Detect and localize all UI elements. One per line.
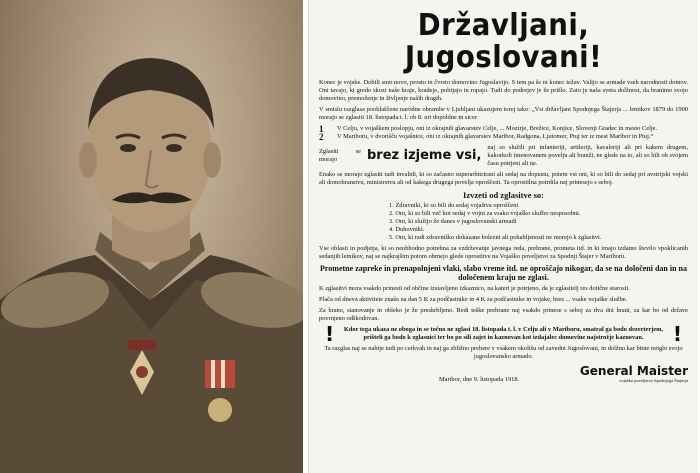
poster-title: Državljani, Jugoslovani! <box>404 8 603 75</box>
proclamation-poster <box>308 0 698 473</box>
exempt-item: 2. Oni, ki so bili več kot sedaj v vojni za vsako vojaško službo nesposobni. <box>389 210 581 217</box>
exempt-item: 4. Duhovniki. <box>389 226 425 233</box>
desertion-notice <box>319 322 688 346</box>
closing-paragraph: Ta razglas naj se nabije tudi po cerkvah in naj ga zbližno prebere v vsakem okolišu od zavedni Jugoslovani, in dolžno kar bitne moglo svojo jugoslovansko armado. <box>324 345 683 360</box>
exempt-heading: Izvzeti od zglasitve so: <box>463 190 544 200</box>
intro-paragraph: Konec je vojske. Dobili smo novo, prosto in čvrsto domovino Jugoslavijo. S tem pa še ni konec težav. Valijo se armade vseh narodnosti domov. Oni tavajo, ki gredo skozi naše kraje, kradejo, pobijajo in ropajo. Tudi do podrejev je že prišlo. Zato je naša sveta dolžnost, da branimo svojo domovino, premoženje in življenje naših dragih. <box>319 79 688 102</box>
call-right-text: naj so služili pri infanteriji, artileriji, kavaleriji ali pri kakem drugem, kakorkoli imenovanem povelju ali branži, ne glede na to, ali so bili ob svojem času potrjeni ali ne. <box>487 144 688 167</box>
portrait-photo <box>0 0 303 473</box>
place-date: Maribor, dne 9. listopada 1918. <box>439 376 520 383</box>
list-text: V Mariboru, v dvorišču vojašnice, oni iz okrajnih glavarstev Maribor, Radgona, Ljutomer, Ptuj ter iz mest Maribor in Ptuj.“ <box>337 133 654 140</box>
call-left-text: Zglasiti se morajo <box>319 148 361 163</box>
signature-block <box>580 364 688 383</box>
exempt-item: 3. Oni, ki služijo že danes v jugoslovanski armadi <box>389 218 517 225</box>
signature-role: vojaško poveljstvo Spodnjega Štajerja <box>619 378 688 383</box>
warning-text: Prometne zapreke in prenapolnjeni vlaki, slabo vreme itd. ne oproščajo nikogar, da se na določeni dan in na določenem kraju ne zglasi. <box>320 264 687 282</box>
notice-text: Kdor tega ukaza ne oboga in se točno ne zglasi 18. listopada t. l. v Celju ali v Mariboru, smatral ga bodo dezerterjem, prišteli ga bodo k zglasnici ter bo po sili zajet in kaznovan kot izdajalec domovine najstrožje kaznovan. <box>343 326 664 341</box>
exclamation-icon: ! <box>672 322 682 346</box>
call-emphasis: brez izjeme vsi, <box>367 148 482 163</box>
id-card-paragraph: K zglasitvi mora vsakdo prinesti od občine izstavljeno izkaznico, na kateri je potrjeno, da je zglasitelj res dotične starosti. <box>319 285 630 292</box>
list-number: 2 <box>319 132 324 142</box>
exempt-list <box>319 202 688 242</box>
general-portrait <box>0 0 303 473</box>
assembly-point-celje <box>319 125 688 133</box>
order-paragraph: V smislu razglasa pooblaščene narodne obrambe v Ljubljani ukazujem torej tako: „Vsi državljani Spodnjega Štajerja ... letnikov 1879 do 1900 morajo se zglasiti 18. listopada t. l. ob 8. uri dopoldne in sicer <box>319 106 688 121</box>
pay-paragraph: Plača od dneva aktivitete znaša na dan 5 K za podčastnike in 4 K za podčastnike in vojake, brez ... vsake vojaške službe. <box>319 296 628 303</box>
call-paragraph <box>319 144 688 168</box>
exclamation-icon: ! <box>325 322 335 346</box>
panel-divider <box>303 0 305 473</box>
invalids-paragraph: Enako se morajo zglasiti tudi invalidi, ki so začasno superarbitrirani ali sedaj na dopustu, potem vsi oni, ki so bili do sedaj pri avstrijski vojski ali domobranstvu, ministrstvu ali od kakega drugega povelja oproščeni. Ta oprostilna potrdila naj prinesejo s seboj. <box>319 171 688 186</box>
poster-footer <box>319 364 688 383</box>
list-text: V Celju, v vojaškem poslopju, oni iz okrajnih glavarstev Celje, ... Mozirje, Brežice, Konjice, Slovenji Gradec in mesto Celje. <box>337 125 658 132</box>
exempt-item: 1. Zdravniki, ki so bili do sedaj vojaštva oproščeni <box>389 202 519 209</box>
assembly-points <box>319 125 688 141</box>
provisions-paragraph: Za hrano, stanovanje in obleko je že preskrbljeno. Redi teške prebrane naj vsakdo prinese s seboj za dva dni hrani, za kar bo od države povrnjeno odškodovan. <box>319 307 688 322</box>
signature-name: General Maister <box>579 364 688 378</box>
list-number: 1 <box>319 124 324 134</box>
exempt-item: 5. Oni, ki radi zdravniško dokazane bolezni ali pohabljenosti ne morejo k zglasitvi. <box>389 234 602 241</box>
assembly-point-maribor <box>319 133 688 141</box>
authorities-paragraph: Vse oblasti in podjetja, ki so neobhodno potrebna za vzdrževanje javnega reda, prehrane, prometa itd. in ki imajo izdatno število vpoklicanih sedanjih letnikov, naj se najkrajšim potom obrnejo glede oprostitve na Vojaško poveljstvo za Spodnji Štajer v Mariboru. <box>319 245 688 260</box>
